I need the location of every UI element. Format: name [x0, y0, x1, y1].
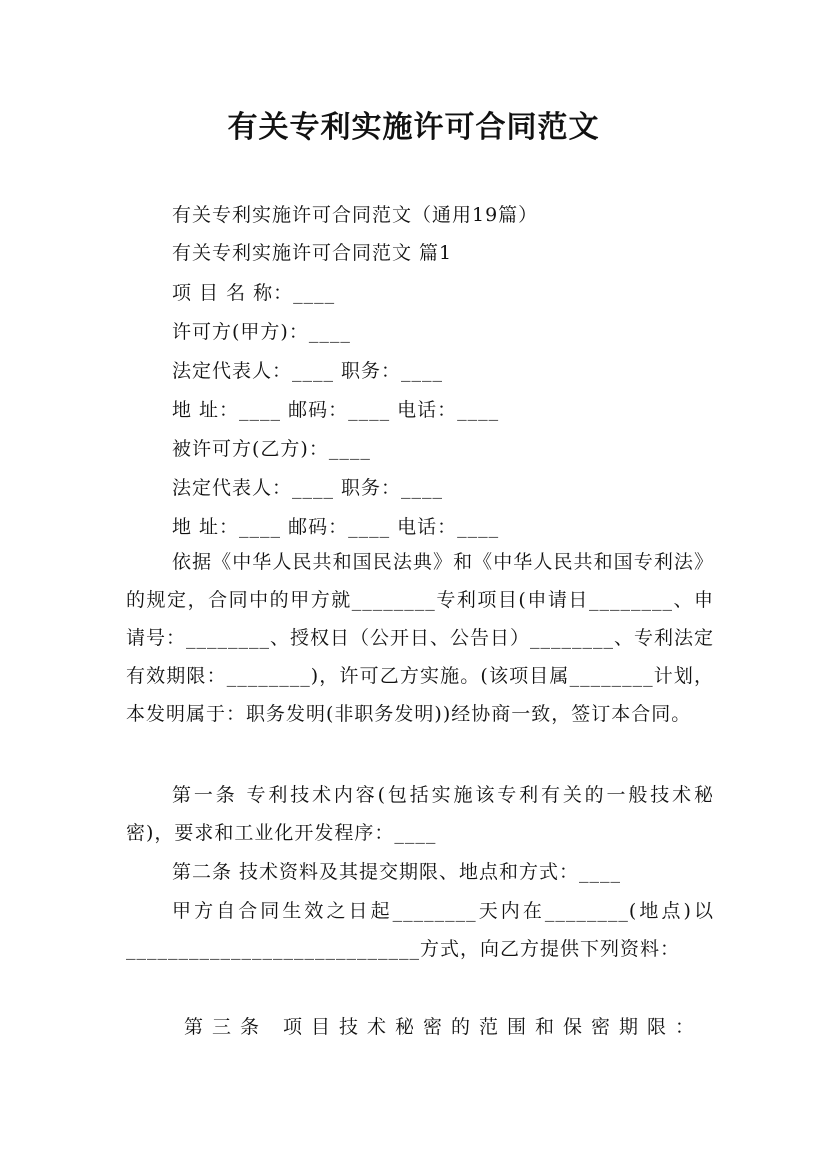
licensor-line: 许可方(甲方)：____ [172, 321, 351, 343]
article-1-paragraph: 第一条 专利技术内容(包括实施该专利有关的一般技术秘密)，要求和工业化开发程序：____ [126, 784, 714, 844]
delivery-paragraph: 甲方自合同生效之日起________天内在________(地点)以____________________________方式，向乙方提供下列资料： [126, 900, 714, 960]
document-title: 有关专利实施许可合同范文 [227, 110, 600, 145]
section-heading: 有关专利实施许可合同范文 篇1 [172, 242, 453, 264]
licensee-line: 被许可方(乙方)：____ [172, 438, 371, 460]
licensor-representative-line: 法定代表人：____ 职务：____ [172, 360, 444, 382]
licensor-address-line: 地 址：____ 邮码：____ 电话：____ [172, 399, 500, 421]
article-2-paragraph: 第二条 技术资料及其提交期限、地点和方式：____ [172, 861, 622, 883]
preamble-paragraph: 依据《中华人民共和国民法典》和《中华人民共和国专利法》的规定，合同中的甲方就________专利项目(申请日________、申请号：________、授权日（公开日、公告日）________、专利法定有效期限：________)，许可乙方实施。(该项目属________计划，本发明属于：职务发明(非职务发明))经协商一致，签订本合同。 [126, 551, 715, 725]
article-3-heading: 第三条 项目技术秘密的范围和保密期限： [184, 1016, 704, 1038]
licensee-address-line: 地 址：____ 邮码：____ 电话：____ [172, 516, 500, 538]
project-name-line: 项 目 名 称：____ [172, 282, 336, 304]
licensee-representative-line: 法定代表人：____ 职务：____ [172, 477, 444, 499]
subtitle-line: 有关专利实施许可合同范文（通用19篇） [172, 204, 539, 226]
